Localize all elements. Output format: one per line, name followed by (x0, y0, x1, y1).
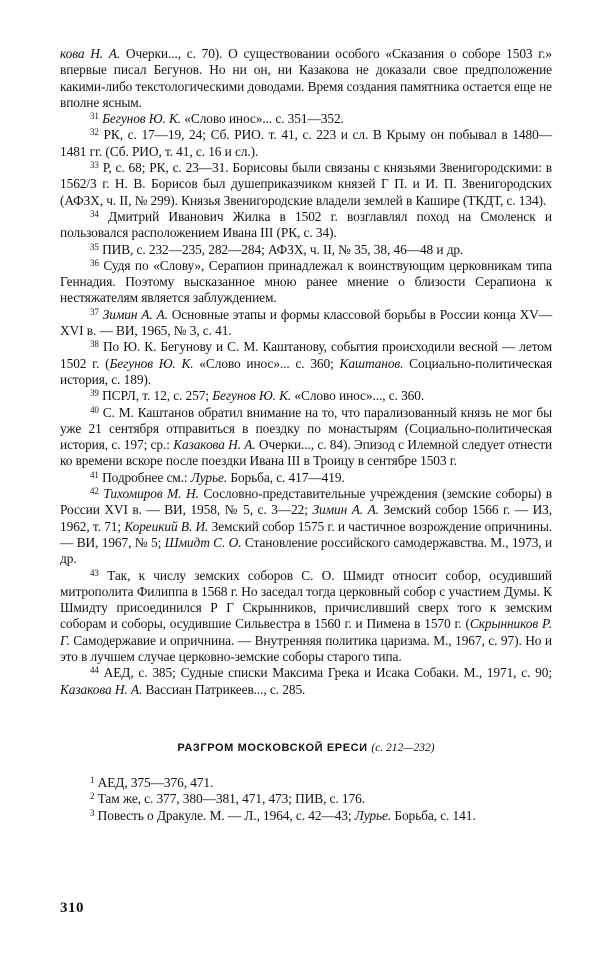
note-34 (60, 209, 552, 242)
note-author: Лурье. (190, 469, 228, 485)
endnotes-block (60, 46, 552, 824)
note-31 (60, 111, 552, 127)
note-text: ПСРЛ, т. 12, с. 257; (102, 388, 213, 404)
note-number: 44 (90, 665, 99, 676)
note-author: Зимин А. А. (102, 306, 168, 322)
note-author: кова Н. А. (60, 46, 121, 61)
note-text: Повесть о Дракуле. М. — Л., 1964, с. 42—43; (97, 807, 355, 823)
note-text: Социально-политическая история, с. 189). (60, 355, 553, 387)
note-text: «Слово инос»... с. 360; (193, 355, 340, 371)
note-text: Борьба, с. 417—419. (227, 469, 345, 485)
note-author: Кореикий В. И. (124, 518, 209, 534)
note-43 (60, 568, 552, 666)
note-text: Борьба, с. 141. (391, 807, 476, 823)
note-text: Вассиан Патрикеев..., с. 285. (142, 681, 306, 697)
note-number: 37 (90, 306, 99, 317)
note-text: «Слово инос»... с. 351—352. (181, 111, 344, 127)
note-text: АЕД, 375—376, 471. (97, 775, 214, 791)
note-44 (60, 665, 552, 698)
note-3 (60, 808, 552, 824)
note-author: Казакова Н. А. (173, 437, 256, 453)
note-text: С. М. Каштанов обратил внимание на то, что парализованный князь не мог бы уже 21 сентября отправиться в поездку по монастырям (Социально-политическая история, с. 197; ср.: (60, 404, 552, 453)
note-text: Основные этапы и формы классовой борьбы в России конца XV—XVI в. — ВИ, 1965, № 3, с. 41. (60, 306, 553, 339)
note-number: 2 (90, 791, 95, 802)
note-author: Казакова Н. А. (60, 681, 143, 697)
note-author: Каштанов. (339, 355, 404, 371)
note-text: АЕД, с. 385; Судные списки Максима Грека и Исака Собаки. М., 1971, с. 90; (103, 665, 552, 681)
note-number: 1 (90, 775, 95, 786)
note-37 (60, 307, 552, 340)
note-author: Бегунов Ю. К. (102, 111, 182, 127)
note-number: 42 (90, 486, 99, 497)
note-41 (60, 470, 552, 486)
note-text: Подробнее см.: (102, 469, 191, 485)
note-text: ПИВ, с. 232—235, 282—284; АФЗХ, ч. II, № 35, 38, 46—48 и др. (102, 241, 464, 257)
note-number: 36 (90, 257, 99, 268)
note-number: 39 (90, 388, 99, 399)
note-text: РК, с. 17—19, 24; Сб. РИО. т. 41, с. 223 и сл. В Крыму он побывал в 1480—1481 гг. (Сб. РИО, т. 41, с. 16 и сл.). (60, 127, 552, 159)
note-text: Сословно-представительные учреждения (земские соборы) в России XVI в. — ВИ, 1958, № 5, с. 3—22; (60, 486, 553, 518)
note-author: Бегунов Ю. К. (212, 388, 292, 404)
note-33 (60, 160, 552, 209)
note-text: Земский собор 1566 г. — ИЗ, 1962, т. 71; (60, 502, 552, 534)
note-text: Земский собор 1575 г. и частичное возрождение опричнины. — ВИ, 1967, № 5; (60, 518, 552, 550)
note-text: «Слово инос»..., с. 360. (291, 388, 425, 404)
note-number: 41 (90, 469, 99, 480)
note-text: Судя по «Слову», Серапион принадлежал к воинствующим церковникам типа Геннадия. Поэтому высказанное мною ранее мнение о близости Серапиона к нестяжателям является заблуждением. (60, 257, 552, 306)
section-pages: (с. 212—232) (371, 741, 435, 754)
note-author: Бегунов Ю. К. (109, 355, 194, 371)
note-40 (60, 405, 552, 470)
note-text: Становление российского самодержавства. М., 1973, и др. (60, 534, 553, 567)
note-number: 40 (90, 404, 99, 415)
note-author: Лурье. (354, 807, 392, 823)
note-text: Самодержавие и опричнина. — Внутренняя политика царизма. М., 1967, с. 97). Но и это в лучшем случае церковно-земские соборы старого типа. (60, 632, 552, 664)
note-36 (60, 258, 552, 307)
note-text: Дмитрий Иванович Жилка в 1502 г. возглавлял поход на Смоленск и пользовался расположением Ивана III (РК, с. 34). (60, 208, 552, 241)
note-text: Очерки..., с. 84). Эпизод с Илемной следует отнести ко времени вскоре после поездки Ивана III в Троицу в сентябре 1503 г. (60, 437, 553, 469)
note-number: 38 (90, 339, 99, 350)
note-text: Очерки..., с. 70). О существовании особого «Сказания о соборе 1503 г.» впервые писал Бегунов. Но ни он, ни Казакова не доказали свое предположение какими-либо текстологическими доводами. Время создания памятника остается еще не вполне ясным. (60, 46, 552, 110)
note-author: Скрынников Р. Г. (60, 616, 552, 648)
note-text: Так, к числу земских соборов С. О. Шмидт относит собор, осудивший митрополита Филиппа в 1568 г. Но заседал тогда церковный собор с участием Думы. К Шмидту присоединился Р Г Скрынников, причисливший сверх того к земским соборам и соборы, осудившие Сильвестра в 1560 г. и Пимена в 1570 г. ( (60, 567, 552, 632)
note-38 (60, 339, 552, 388)
note-author: Зимин А. А. (312, 502, 379, 518)
page-number: 310 (60, 900, 84, 916)
note-number: 35 (90, 241, 99, 252)
note-42 (60, 486, 552, 567)
note-32 (60, 127, 552, 160)
note-text: Р, с. 68; РК, с. 23—31. Борисовы были связаны с князьями Звенигородскими: в 1562/3 г. Н. В. Борисов был душеприказчиком князей Г П. и И. П. Звенигородских (АФЗХ, ч. II, № 299). Князья Звенигородские владели землей в Кашире (ТКДТ, с. 134). (60, 160, 552, 208)
section-title (60, 740, 552, 756)
note-text: Там же, с. 377, 380—381, 471, 473; ПИВ, с. 176. (97, 791, 365, 807)
note-author: Шмидт С. О. (164, 534, 242, 550)
note-number: 3 (90, 807, 95, 818)
note-number: 31 (90, 111, 99, 122)
note-number: 43 (90, 567, 99, 578)
note-continuation (60, 46, 552, 111)
section-title-text: РАЗГРОМ МОСКОВСКОЙ ЕРЕСИ (177, 741, 368, 754)
note-2 (60, 791, 552, 807)
note-number: 32 (90, 127, 99, 138)
note-number: 34 (90, 208, 99, 219)
note-39 (60, 388, 552, 404)
note-text: По Ю. К. Бегунову и С. М. Каштанову, события происходили весной — летом 1502 г. ( (60, 339, 553, 371)
note-author: Тихомиров М. Н. (103, 486, 199, 502)
note-number: 33 (90, 160, 99, 171)
note-35 (60, 242, 552, 258)
note-1 (60, 775, 552, 791)
